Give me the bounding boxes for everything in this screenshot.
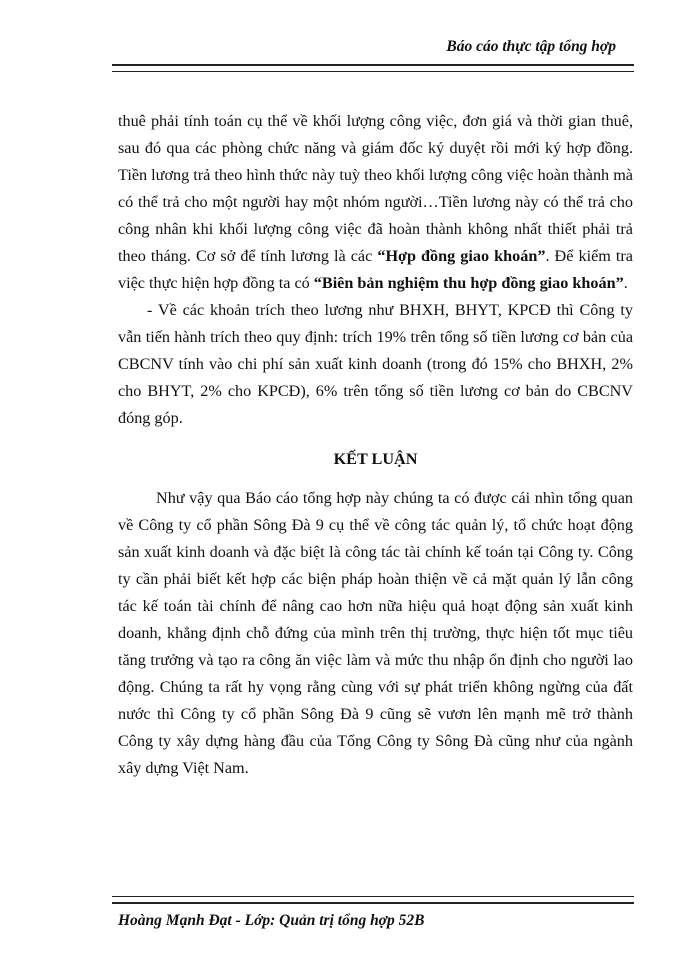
paragraph-text: . Để kiểm tra việc thực hiện hợp đồng ta có (118, 247, 633, 292)
paragraph-contract-wages (118, 108, 633, 297)
running-footer: Hoàng Mạnh Đạt - Lớp: Quản trị tổng hợp 52B (118, 912, 425, 929)
running-header: Báo cáo thực tập tổng hợp (446, 38, 616, 55)
paragraph-text: thuê phải tính toán cụ thể về khối lượng công việc, đơn giá và thời gian thuê, sau đó qua các phòng chức năng và giám đốc ký duyệt rồi mới ký hợp đồng. Tiền lương trả theo hình thức này tuỳ theo khối lượng công việc hoàn thành mà có thể trả cho một người hay một nhóm người…Tiền lương này có thể trả cho công nhân khi khối lượng công việc đã hoàn thành không nhất thiết phải trả theo tháng. Cơ sở để tính lương là các (118, 112, 633, 265)
page-body (118, 108, 633, 782)
paragraph-text: . (623, 274, 628, 292)
paragraph-conclusion: Như vậy qua Báo cáo tổng hợp này chúng ta có được cái nhìn tổng quan về Công ty cổ phần Sông Đà 9 cụ thể về công tác quản lý, tổ chức hoạt động sản xuất kinh doanh và đặc biệt là công tác tài chính kế toán tại Công ty. Công ty cần phải biết kết hợp các biện pháp hoàn thiện về cả mặt quản lý lẫn công tác kế toán tài chính để nâng cao hơn nữa hiệu quả hoạt động sản xuất kinh doanh, khẳng định chỗ đứng của mình trên thị trường, thực hiện tốt mục tiêu tăng trưởng và tạo ra công ăn việc làm và mức thu nhập ổn định cho người lao động. Chúng ta rất hy vọng rằng cùng với sự phát triển không ngừng của đất nước thì Công ty cổ phần Sông Đà 9 cũng sẽ vươn lên mạnh mẽ trở thành Công ty xây dựng hàng đầu của Tổng Công ty Sông Đà cũng như của ngành xây dựng Việt Nam. (118, 489, 633, 777)
paragraph-deductions: - Về các khoản trích theo lương như BHXH, BHYT, KPCĐ thì Công ty vẫn tiến hành trích theo quy định: trích 19% trên tổng số tiền lương cơ bản của CBCNV tính vào chi phí sản xuất kinh doanh (trong đó 15% cho BHXH, 2% cho BHYT, 2% cho KPCĐ), 6% trên tổng số tiền lương cơ bản do CBCNV đóng góp. (118, 301, 633, 427)
bold-term-contract: “Hợp đồng giao khoán” (377, 247, 546, 265)
footer-rule (112, 896, 634, 904)
header-rule (112, 64, 634, 72)
section-title-conclusion: KẾT LUẬN (333, 450, 418, 468)
bold-term-acceptance-record: “Biên bản nghiệm thu hợp đồng giao khoán” (313, 274, 624, 292)
